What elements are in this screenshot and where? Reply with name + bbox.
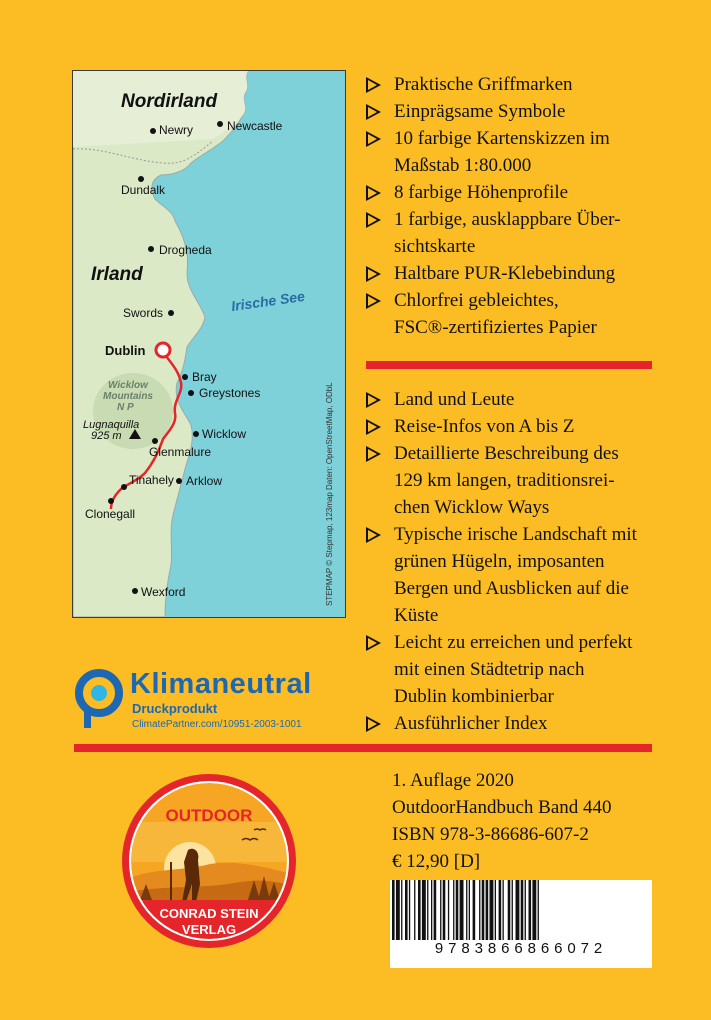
book-info (392, 767, 612, 875)
map-label-peak-height: 925 m (91, 430, 122, 442)
map-label-place: Swords (123, 306, 164, 320)
climate-subtitle: Druckprodukt (132, 701, 218, 716)
features-list-top (366, 71, 620, 341)
barcode-bar (529, 880, 532, 946)
map-label-place: Bray (192, 370, 217, 384)
map-label-place: Clonegall (85, 507, 136, 521)
badge-publisher-2: VERLAG (181, 922, 237, 937)
map-label-capital: Dublin (105, 343, 146, 358)
barcode-bar (392, 880, 395, 946)
barcode-bar (479, 880, 480, 946)
list-item: Land und Leute (366, 386, 637, 413)
list-item: 8 farbige Höhenprofile (366, 179, 620, 206)
outdoor-badge (120, 772, 298, 950)
barcode-bar (434, 880, 437, 946)
list-item: Chlorfrei gebleichtes, FSC®-zertifiziertes Papier (366, 287, 620, 341)
barcode-bar (427, 880, 428, 946)
barcode-bar (538, 880, 539, 946)
barcode-bar (453, 880, 454, 946)
dublin-marker (156, 343, 170, 357)
barcode-bar (418, 880, 421, 946)
isbn-barcode (390, 880, 652, 968)
triangle-bullet-icon (366, 392, 381, 408)
map-label-park-1: Wicklow (108, 380, 148, 391)
triangle-bullet-icon (366, 185, 381, 201)
barcode-bar (422, 880, 426, 946)
triangle-bullet-icon (366, 419, 381, 435)
map-label-place: Newry (159, 123, 194, 137)
map-label-nordirland: Nordirland (121, 91, 218, 112)
climate-partner-icon (74, 668, 126, 730)
barcode-bar (482, 880, 485, 946)
barcode-bar (414, 880, 415, 946)
climate-neutral-logo (74, 668, 349, 738)
map-label-place: Tinahely (129, 473, 174, 487)
series: OutdoorHandbuch Band 440 (392, 797, 612, 818)
map-label-place: Glenmalure (149, 445, 212, 459)
list-item: Typische irische Landschaft mit grünen Hügeln, imposanten Bergen und Ausblicken auf die Küste (366, 521, 637, 629)
divider-top (366, 361, 652, 369)
triangle-bullet-icon (366, 131, 381, 147)
list-item: 10 farbige Kartenskizzen im Maßstab 1:80.000 (366, 125, 620, 179)
barcode-bar (490, 880, 494, 946)
barcode-bar (460, 880, 464, 946)
barcode-bar (532, 880, 536, 946)
map-label-place: Newcastle (227, 119, 283, 133)
barcode-bar (401, 880, 402, 946)
list-item: 1 farbige, ausklappbare Über- sichtskarte (366, 206, 620, 260)
barcode-bar (516, 880, 520, 946)
map-label-sea: Irische See (230, 287, 306, 315)
map-label-park-3: N P (117, 402, 134, 413)
barcode-bar (473, 880, 476, 946)
map-label-peak-name: Lugnaquilla (83, 419, 140, 431)
edition: 1. Auflage 2020 (392, 770, 514, 791)
divider-bottom (74, 744, 652, 752)
map-label-place: Dundalk (121, 183, 166, 197)
barcode-bar (495, 880, 496, 946)
list-item: Haltbare PUR-Klebebindung (366, 260, 620, 287)
barcode-bar (443, 880, 446, 946)
barcode-bar (456, 880, 459, 946)
barcode-bar (525, 880, 526, 946)
price: € 12,90 [D] (392, 851, 481, 872)
map-label-place: Wicklow (202, 427, 246, 441)
map-label-place: Greystones (199, 386, 261, 400)
climate-url: ClimatePartner.com/10951-2003-1001 (132, 719, 302, 730)
list-item: Detaillierte Beschreibung des 129 km langen, traditionsrei- chen Wicklow Ways (366, 440, 637, 521)
barcode-bar (431, 880, 432, 946)
list-item: Einprägsame Symbole (366, 98, 620, 125)
triangle-bullet-icon (366, 446, 381, 462)
barcode-bar (396, 880, 400, 946)
map-credit: STEPMAP © Stepmap, 123map Daten: OpenStreetMap, ODbL (325, 382, 334, 606)
list-item: Leicht zu erreichen und perfekt mit einen Städtetrip nach Dublin kombinierbar (366, 629, 637, 710)
barcode-bar (486, 880, 489, 946)
barcode-bar (448, 880, 449, 946)
climate-title: Klimaneutral (130, 668, 312, 700)
barcode-bar (466, 880, 467, 946)
barcode-bar (469, 880, 470, 946)
list-item: Praktische Griffmarken (366, 71, 620, 98)
triangle-bullet-icon (366, 293, 381, 309)
triangle-bullet-icon (366, 77, 381, 93)
triangle-bullet-icon (366, 635, 381, 651)
badge-publisher-1: CONRAD STEIN (159, 906, 259, 921)
barcode-bar (521, 880, 524, 946)
barcode-digits: 9783866866072 (390, 940, 652, 962)
map-label-park-2: Mountains (103, 391, 153, 402)
barcode-bar (499, 880, 502, 946)
list-item: Reise-Infos von A bis Z (366, 413, 637, 440)
barcode-bar (503, 880, 504, 946)
map-label-place: Wexford (141, 585, 186, 599)
map-label-irland: Irland (91, 264, 143, 285)
barcode-bar (409, 880, 410, 946)
barcode-bar (508, 880, 511, 946)
triangle-bullet-icon (366, 527, 381, 543)
barcode-bar (440, 880, 441, 946)
barcode-bar (512, 880, 513, 946)
map-label-place: Drogheda (159, 243, 212, 257)
triangle-bullet-icon (366, 716, 381, 732)
isbn: ISBN 978-3-86686-607-2 (392, 824, 589, 845)
badge-top-label: OUTDOOR (165, 806, 253, 825)
triangle-bullet-icon (366, 104, 381, 120)
list-item: Ausführlicher Index (366, 710, 637, 737)
map-label-place: Arklow (186, 474, 223, 488)
overview-map (72, 70, 346, 618)
triangle-bullet-icon (366, 266, 381, 282)
features-list-bottom (366, 386, 637, 737)
triangle-bullet-icon (366, 212, 381, 228)
barcode-bar (405, 880, 408, 946)
